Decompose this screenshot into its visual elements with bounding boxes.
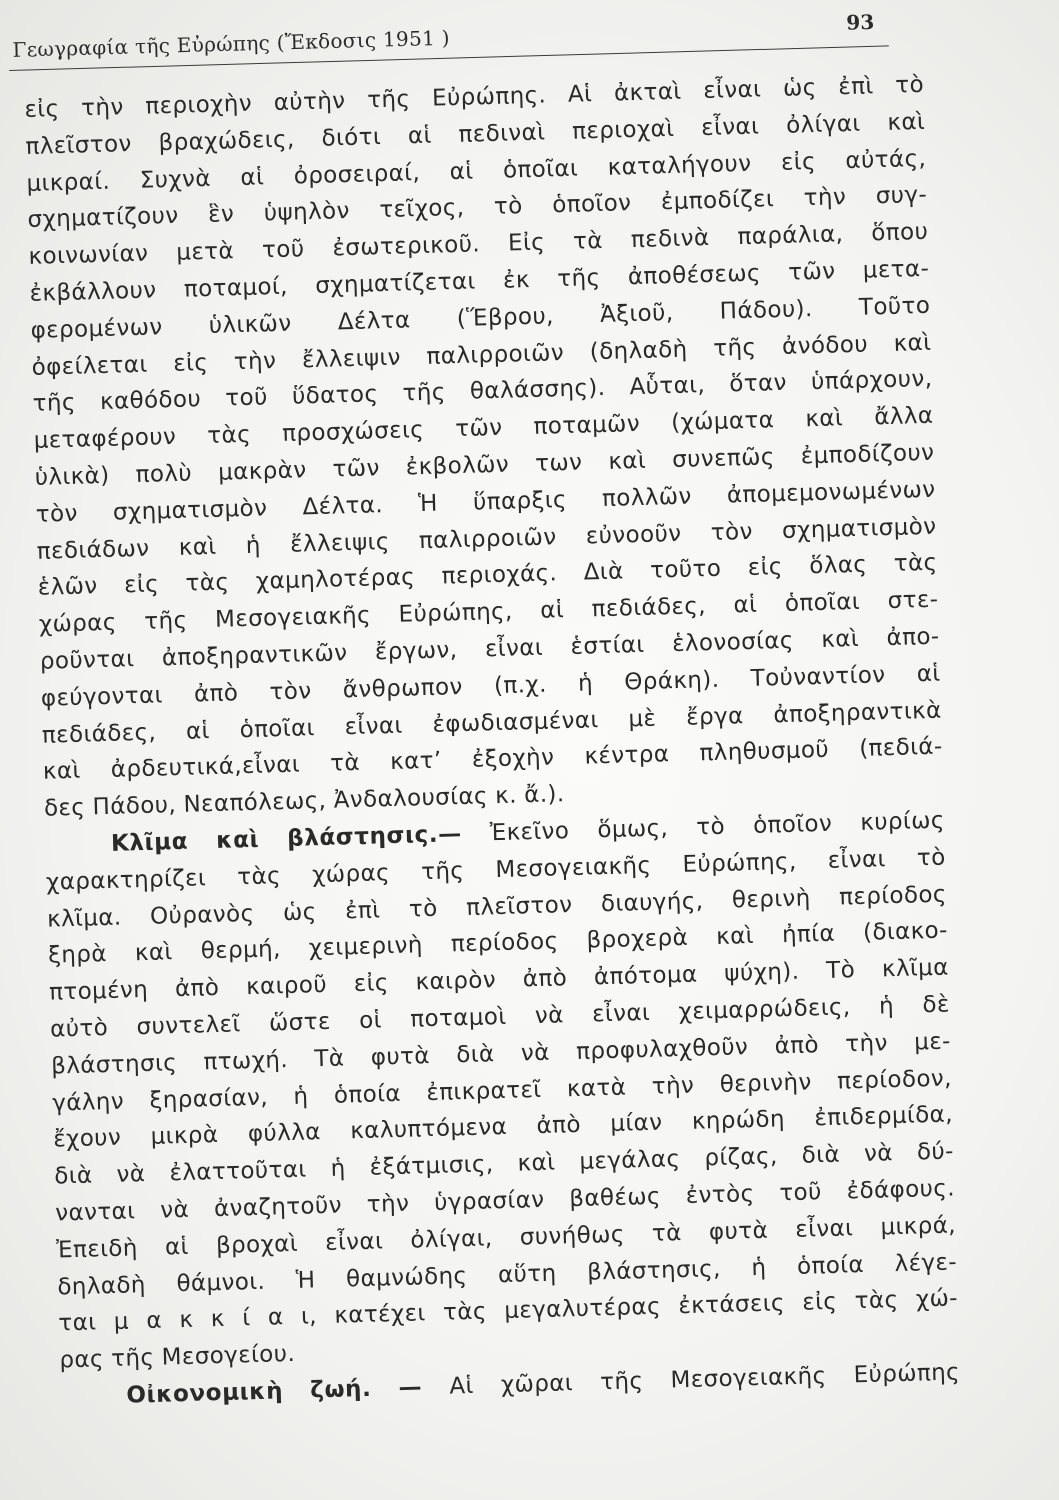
text-line: τὸν σχηματισμὸν Δέλτα. Ἡ ὕπαρξις πολλῶν ἀπομεμονωμένων xyxy=(35,476,936,528)
page-number: 93 xyxy=(845,9,875,35)
text-line: ὀφείλεται εἰς τὴν ἔλλειψιν παλιρροιῶν (δηλαδὴ τῆς ἀνόδου καὶ xyxy=(31,329,932,381)
section-heading-line-climate: Κλῖμα καὶ βλάστησις.— Ἐκεῖνο ὅμως, τὸ ὁποῖον κυρίως xyxy=(110,807,946,857)
text-line: ἐκβάλλουν ποταμοί, σχηματίζεται ἐκ τῆς ἀποθέσεως τῶν μετα- xyxy=(29,255,930,307)
text-line: πτομένη ἀπὸ καιροῦ εἰς καιρὸν ἀπὸ ἀπότομα ψύχη). Τὸ κλῖμα xyxy=(48,954,950,1006)
text-line: σχηματίζουν ἓν ὑψηλὸν τεῖχος, τὸ ὁποῖον ἐμποδίζει τὴν συγ- xyxy=(27,182,928,234)
text-line: γάλην ξηρασίαν, ἡ ὁποία ἐπικρατεῖ κατὰ τὴν θερινὴν περίοδον, xyxy=(51,1064,953,1117)
text-line: ρας τῆς Μεσογείου. xyxy=(59,1341,296,1374)
text-line: τῆς καθόδου τοῦ ὕδατος τῆς θαλάσσης). Αὗται, ὅταν ὑπάρχουν, xyxy=(32,366,933,418)
text-line: ξηρὰ καὶ θερμή, χειμερινὴ περίοδος βροχερὰ καὶ ἠπία (διακο- xyxy=(47,917,949,969)
text-line: πεδιάδες, αἱ ὁποῖαι εἶναι ἐφωδιασμέναι μὲ ἔργα ἀποξηραντικὰ xyxy=(41,697,942,749)
text-line: μεταφέρουν τὰς προσχώσεις τῶν ποταμῶν (χώματα καὶ ἄλλα xyxy=(33,402,934,455)
text-line: καὶ ἀρδευτικά,εἶναι τὰ κατ’ ἐξοχὴν κέντρα πληθυσμοῦ (πεδιά- xyxy=(42,733,943,786)
text-line: κοινωνίαν μετὰ τοῦ ἐσωτερικοῦ. Εἰς τὰ πεδινὰ παράλια, ὅπου xyxy=(28,218,929,271)
text-line: φεύγονται ἀπὸ τὸν ἄνθρωπον (π.χ. ἡ Θράκη). Τοὐναντίον αἱ xyxy=(40,660,941,712)
text-line: πλεῖστον βραχώδεις, διότι αἱ πεδιναὶ περιοχαὶ εἶναι ὀλίγαι καὶ xyxy=(25,108,926,160)
text-line: ἔχουν μικρὰ φύλλα καλυπτόμενα ἀπὸ μίαν κηρώδη ἐπιδερμίδα, xyxy=(52,1101,954,1153)
text-line: διὰ νὰ ἐλαττοῦται ἡ ἐξάτμισις, καὶ μεγάλας ρίζας, διὰ νὰ δύ- xyxy=(53,1138,955,1190)
page-header xyxy=(8,3,889,78)
text-line: Ἐπειδὴ αἱ βροχαὶ εἶναι ὀλίγαι, συνήθως τὰ φυτὰ εἶναι μικρά, xyxy=(55,1212,957,1264)
text-line: εἰς τὴν περιοχὴν αὐτὴν τῆς Εὐρώπης. Αἱ ἀκταὶ εἶναι ὡς ἐπὶ τὸ xyxy=(24,71,925,123)
running-head-title: Γεωγραφία τῆς Εὐρώπης (Ἔκδοσις 1951 ) xyxy=(12,25,451,62)
text-line: πεδιάδων καὶ ἡ ἔλλειψις παλιρροιῶν εὐνοοῦν τὸν σχηματισμὸν xyxy=(36,513,937,565)
text-line: αὐτὸ συντελεῖ ὥστε οἱ ποταμοὶ νὰ εἶναι χειμαρρώδεις, ἡ δὲ xyxy=(49,991,951,1043)
text-line: νανται νὰ ἀναζητοῦν τὴν ὑγρασίαν βαθέως ἐντὸς τοῦ ἐδάφους. xyxy=(54,1175,956,1227)
text-line: ἑλῶν εἰς τὰς χαμηλοτέρας περιοχάς. Διὰ τοῦτο εἰς ὅλας τὰς xyxy=(37,550,938,602)
text-line: βλάστησις πτωχή. Τὰ φυτὰ διὰ νὰ προφυλαχθοῦν ἀπὸ τὴν με- xyxy=(50,1028,952,1080)
body-text xyxy=(24,67,961,1416)
text-line: φερομένων ὑλικῶν Δέλτα (Ἕβρου, Ἀξιοῦ, Πάδου). Τοῦτο xyxy=(30,292,931,344)
text-line: ὑλικὰ) πολὺ μακρὰν τῶν ἐκβολῶν των καὶ συνεπῶς ἐμποδίζουν xyxy=(34,439,935,491)
text-line: δηλαδὴ θάμνοι. Ἡ θαμνώδης αὕτη βλάστησις, ἡ ὁποία λέγε- xyxy=(57,1248,958,1301)
text-line: χώρας τῆς Μεσογειακῆς Εὐρώπης, αἱ πεδιάδες, αἱ ὁποῖαι στε- xyxy=(38,586,939,638)
text-line: κλῖμα. Οὐρανὸς ὡς ἐπὶ τὸ πλεῖστον διαυγής, θερινὴ περίοδος xyxy=(46,881,948,933)
text-line: δες Πάδου, Νεαπόλεως, Ἀνδαλουσίας κ. ἄ.). xyxy=(43,781,565,822)
text-line: ται μ α κ κ ί α ι, κατέχει τὰς μεγαλυτέρας ἐκτάσεις εἰς τὰς χώ- xyxy=(58,1285,959,1337)
text-line: ροῦνται ἀποξηραντικῶν ἔργων, εἶναι ἑστίαι ἑλονοσίας καὶ ἀπο- xyxy=(39,623,940,675)
text-line: μικραί. Συχνὰ αἱ ὀροσειραί, αἱ ὁποῖαι καταλήγουν εἰς αὐτάς, xyxy=(26,145,927,197)
section-heading-line-economy: Οἰκονομικὴ ζωή. — Αἱ χῶραι τῆς Μεσογειακῆς Εὐρώπης xyxy=(126,1359,961,1409)
text-line: χαρακτηρίζει τὰς χώρας τῆς Μεσογειακῆς Εὐρώπης, εἶναι τὸ xyxy=(45,844,947,896)
